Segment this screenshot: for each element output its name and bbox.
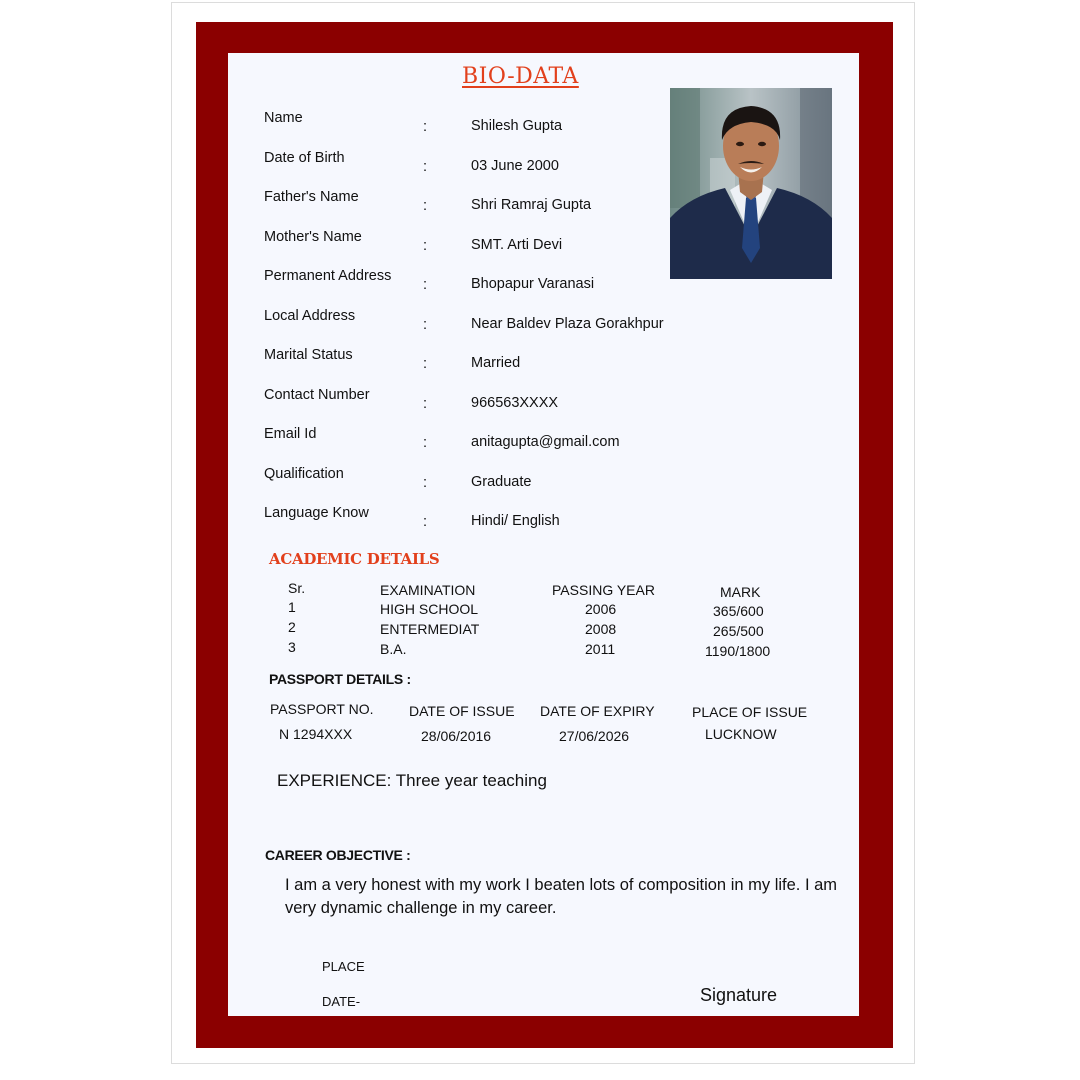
academic-row-1-exam: HIGH SCHOOL bbox=[380, 601, 479, 617]
passport-header-place: PLACE OF ISSUE bbox=[692, 704, 808, 720]
passport-header-expiry: DATE OF EXPIRY bbox=[540, 703, 655, 719]
personal-colon: : bbox=[423, 158, 428, 175]
personal-colon: : bbox=[423, 474, 428, 491]
personal-value: SMT. Arti Devi bbox=[471, 236, 563, 253]
personal-value: anitagupta@gmail.com bbox=[471, 434, 620, 450]
personal-label: Contact Number bbox=[264, 386, 370, 403]
personal-label: Permanent Address bbox=[264, 268, 392, 284]
passport-header-no: PASSPORT NO. bbox=[270, 701, 374, 717]
academic-header-mark: MARK bbox=[720, 584, 761, 600]
personal-label: Date of Birth bbox=[264, 149, 345, 166]
personal-value: Shri Ramraj Gupta bbox=[471, 197, 592, 213]
personal-label: Father's Name bbox=[264, 189, 359, 205]
personal-colon: : bbox=[423, 237, 428, 254]
personal-value: Bhopapur Varanasi bbox=[471, 276, 595, 292]
date-label: DATE- bbox=[322, 994, 361, 1009]
passport-header-issue: DATE OF ISSUE bbox=[409, 703, 515, 719]
personal-colon: : bbox=[423, 435, 428, 451]
academic-heading: ACADEMIC DETAILS bbox=[269, 550, 440, 568]
personal-colon: : bbox=[423, 277, 428, 293]
personal-colon: : bbox=[423, 395, 428, 412]
career-text: I am a very honest with my work I beaten lots of composition in my life. I am very dynamic challenge in my career. bbox=[285, 876, 838, 917]
academic-row-1-sr: 1 bbox=[288, 599, 296, 615]
personal-label: Language Know bbox=[264, 505, 369, 521]
academic-row-3-mark: 1190/1800 bbox=[705, 643, 771, 659]
signature-label: Signature bbox=[700, 985, 778, 1005]
personal-value: Hindi/ English bbox=[471, 513, 560, 529]
experience: EXPERIENCE: Three year teaching bbox=[277, 771, 547, 790]
personal-colon: : bbox=[423, 119, 428, 135]
passport-expiry-date: 27/06/2026 bbox=[559, 728, 630, 744]
passport-place: LUCKNOW bbox=[705, 726, 777, 742]
academic-row-1-mark: 365/600 bbox=[713, 603, 764, 619]
personal-label: Email Id bbox=[264, 426, 317, 442]
academic-header-year: PASSING YEAR bbox=[552, 582, 655, 598]
passport-heading: PASSPORT DETAILS : bbox=[269, 671, 411, 687]
personal-label: Name bbox=[264, 110, 303, 126]
academic-row-3-year: 2011 bbox=[585, 641, 616, 657]
academic-row-2-sr: 2 bbox=[288, 619, 296, 635]
personal-label: Mother's Name bbox=[264, 228, 362, 245]
profile-photo bbox=[670, 88, 832, 279]
passport-issue-date: 28/06/2016 bbox=[421, 728, 492, 744]
personal-colon: : bbox=[423, 514, 428, 530]
personal-colon: : bbox=[423, 316, 428, 333]
page-title: BIO-DATA bbox=[462, 64, 579, 89]
academic-header-sr: Sr. bbox=[288, 580, 306, 596]
personal-value: Graduate bbox=[471, 473, 532, 490]
academic-row-3-exam: B.A. bbox=[380, 641, 407, 657]
personal-label: Local Address bbox=[264, 307, 356, 324]
personal-colon: : bbox=[423, 198, 428, 214]
academic-row-3-sr: 3 bbox=[288, 639, 296, 655]
personal-value: Married bbox=[471, 355, 521, 371]
personal-value: Shilesh Gupta bbox=[471, 118, 563, 134]
place-label: PLACE bbox=[322, 959, 365, 974]
personal-colon: : bbox=[423, 356, 428, 372]
passport-number: N 1294XXX bbox=[279, 726, 353, 742]
personal-value: 03 June 2000 bbox=[471, 157, 559, 174]
academic-row-1-year: 2006 bbox=[585, 601, 617, 617]
personal-label: Qualification bbox=[264, 465, 344, 482]
career-heading: CAREER OBJECTIVE : bbox=[265, 847, 411, 863]
academic-header-exam: EXAMINATION bbox=[380, 582, 476, 598]
personal-value: 966563XXXX bbox=[471, 394, 559, 411]
personal-value: Near Baldev Plaza Gorakhpur bbox=[471, 315, 664, 332]
personal-label: Marital Status bbox=[264, 347, 353, 363]
academic-row-2-exam: ENTERMEDIAT bbox=[380, 621, 480, 637]
academic-row-2-mark: 265/500 bbox=[713, 623, 764, 639]
academic-row-2-year: 2008 bbox=[585, 621, 617, 637]
